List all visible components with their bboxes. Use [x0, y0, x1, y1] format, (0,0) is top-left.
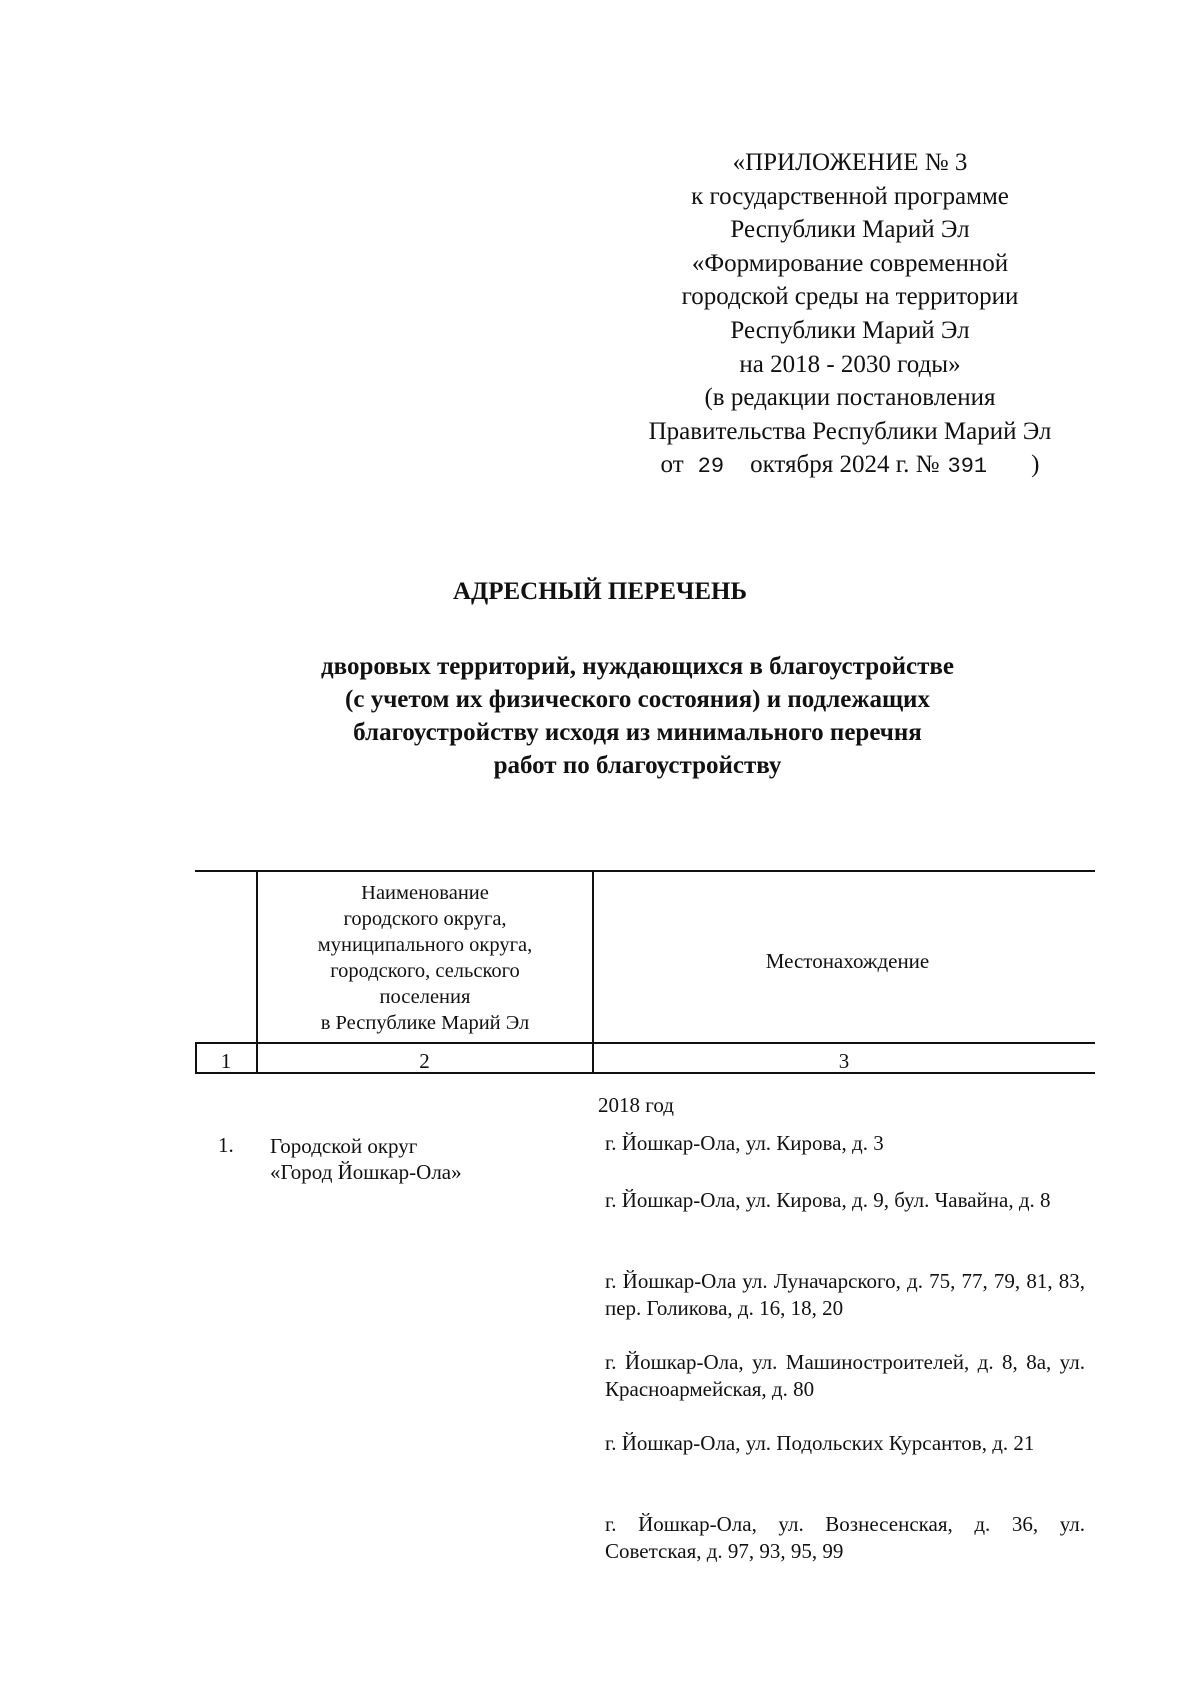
- appendix-line: Правительства Республики Марий Эл: [648, 417, 1052, 445]
- resolution-number: 391: [947, 454, 988, 480]
- table-top-border: [195, 870, 1095, 872]
- subtitle-line: (с учетом их физического состояния) и подлежащих: [345, 686, 930, 713]
- appendix-line: «ПРИЛОЖЕНИЕ № 3: [732, 149, 968, 176]
- address-item: г. Йошкар-Ола ул. Луначарского, д. 75, 77, 79, 81, 83, пер. Голикова, д. 16, 18, 20: [605, 1269, 1085, 1320]
- resolution-month-year: октября 2024 г.: [750, 451, 910, 479]
- document-title: АДРЕСНЫЙ ПЕРЕЧЕНЬ: [452, 578, 747, 605]
- appendix-header: [600, 146, 1100, 484]
- subtitle-line: работ по благоустройству: [493, 752, 782, 779]
- appendix-line: Республики Марий Эл: [730, 216, 970, 244]
- resolution-day: 29: [697, 454, 725, 480]
- appendix-line: на 2018 - 2030 годы»: [739, 350, 961, 378]
- appendix-line: (в редакции постановления: [704, 384, 996, 412]
- municipality-name: [270, 1133, 550, 1185]
- header-line: в Республике Марий Эл: [320, 1012, 530, 1034]
- header-municipality: [260, 880, 590, 1036]
- municipality-line: Городской округ: [270, 1134, 418, 1158]
- municipality-line: «Город Йошкар-Ола»: [270, 1160, 462, 1184]
- header-line: муниципального округа,: [317, 934, 533, 956]
- header-line: поселения: [379, 986, 471, 1008]
- appendix-line: к государственной программе: [691, 182, 1009, 210]
- address-item: г. Йошкар-Ола, ул. Подольских Курсантов, д. 21: [605, 1431, 1035, 1455]
- column-divider-3: [592, 870, 594, 1073]
- subtitle-line: дворовых территорий, нуждающихся в благоустройстве: [320, 653, 955, 680]
- row-number: 1.: [218, 1133, 234, 1157]
- address-item: г. Йошкар-Ола, ул. Машиностроителей, д. 8, 8а, ул. Красноармейская, д. 80: [605, 1350, 1085, 1401]
- header-line: Наименование: [361, 882, 489, 904]
- closing-paren: ): [1031, 451, 1040, 479]
- address-item: г. Йошкар-Ола, ул. Кирова, д. 3: [605, 1131, 884, 1155]
- appendix-line: «Формирование современной: [691, 249, 1009, 277]
- resolution-date-line: [600, 448, 1100, 484]
- column-number-3: 3: [838, 1049, 850, 1073]
- appendix-line: Республики Марий Эл: [730, 316, 970, 344]
- year-label: 2018 год: [598, 1093, 674, 1117]
- appendix-line: городской среды на территории: [681, 283, 1019, 311]
- column-number-2: 2: [419, 1049, 430, 1073]
- table-header-divider: [195, 1042, 1095, 1044]
- date-prefix: от: [660, 451, 684, 479]
- subtitle-line: благоустройству исходя из минимального перечня: [353, 719, 922, 746]
- address-item: г. Йошкар-Ола, ул. Кирова, д. 9, бул. Чавайна, д. 8: [605, 1188, 1051, 1212]
- header-line: городского округа,: [343, 908, 507, 930]
- address-item: г. Йошкар-Ола, ул. Вознесенская, д. 36, ул. Советская, д. 97, 93, 95, 99: [605, 1512, 1085, 1563]
- document-subtitle: [250, 650, 1025, 782]
- header-location: Местонахождение: [765, 949, 930, 973]
- header-line: городского, сельского: [330, 960, 520, 982]
- column-divider-2: [256, 870, 258, 1073]
- column-number-1: 1: [220, 1049, 232, 1073]
- number-sign: №: [915, 451, 940, 479]
